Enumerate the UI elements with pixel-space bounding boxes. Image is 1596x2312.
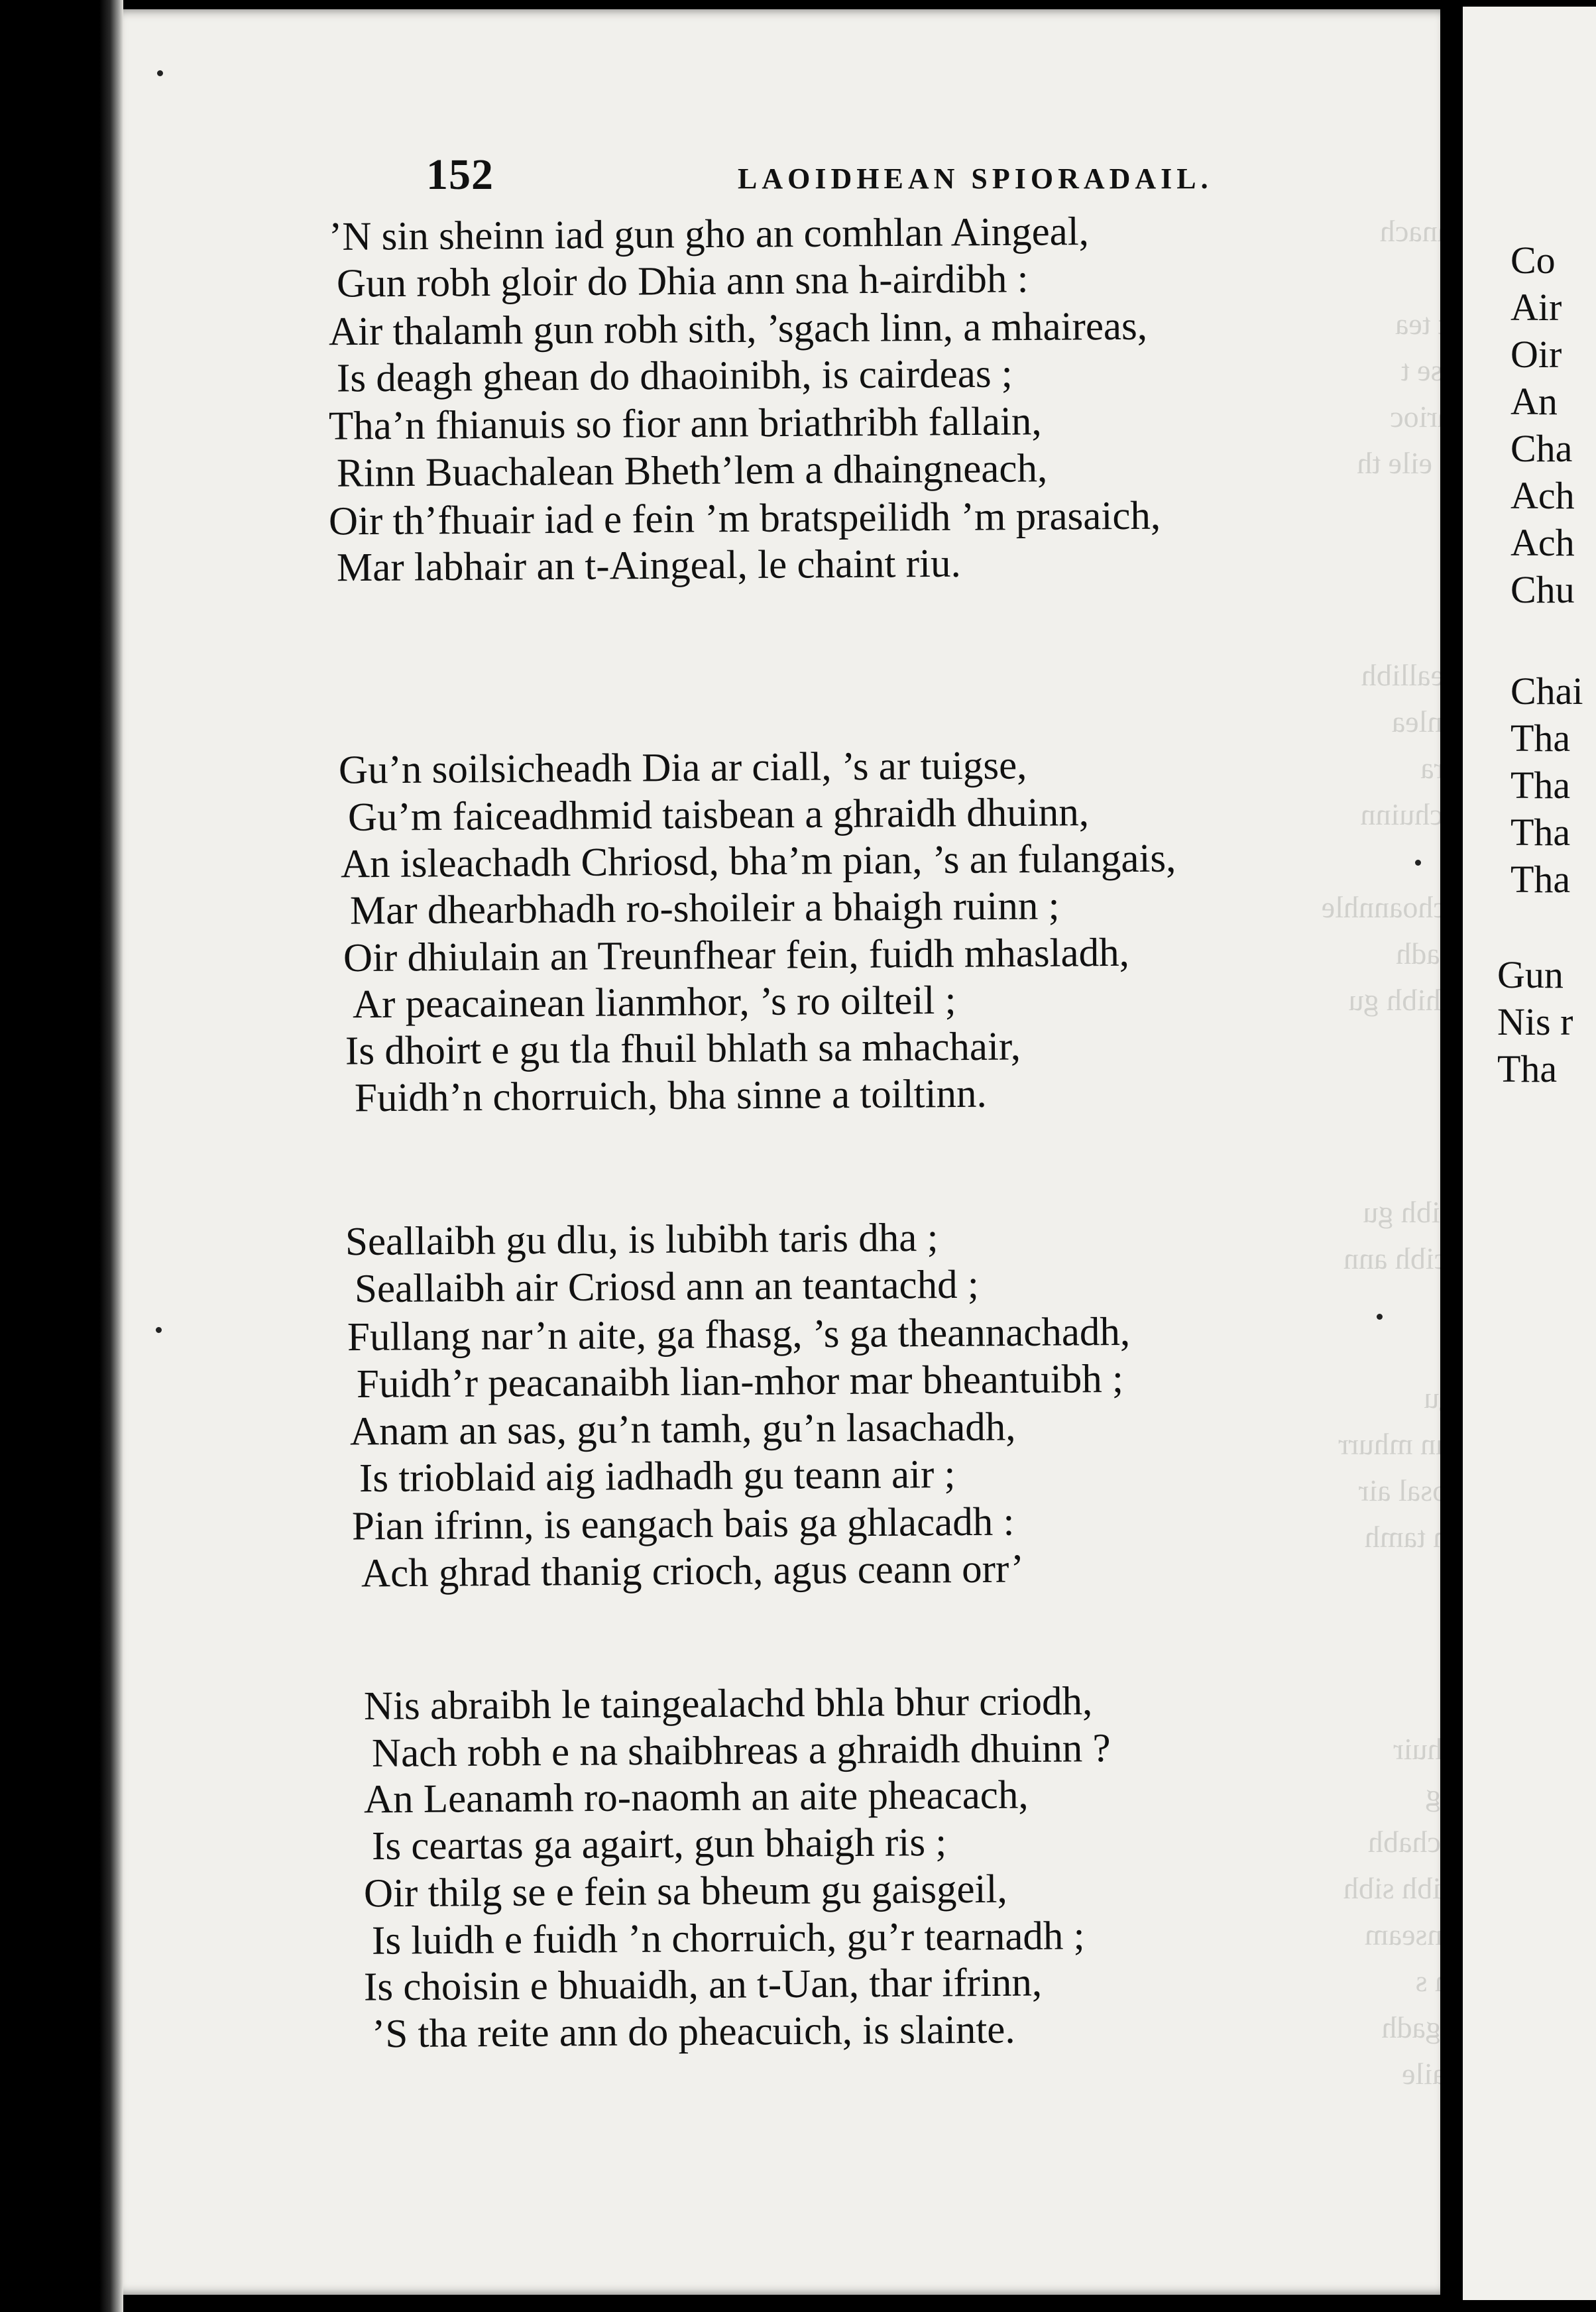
facing-page <box>1463 7 1596 2300</box>
facing-page-line: Ach <box>1510 474 1575 517</box>
verse-line: Seallaibh air Criosd ann an teantachd ; <box>354 1263 979 1312</box>
facing-page-line: Chai <box>1510 669 1583 713</box>
book-gutter <box>1440 0 1463 2312</box>
bleed-through-line: s <box>1415 1964 1428 1998</box>
bleed-through-line: ’S faicibh ann <box>1343 1242 1514 1275</box>
bleed-through-line: Is gheibh sibh <box>1343 1871 1514 1905</box>
facing-page-line: An <box>1510 380 1558 423</box>
bleed-through-line: Chum eile th <box>1357 446 1514 480</box>
bleed-through-line: grianach <box>1379 214 1485 248</box>
book-page <box>109 9 1514 2295</box>
facing-page-line: Tha <box>1510 858 1571 901</box>
verse-line: Ach ghrad thanig crioch, agus ceann orr’ <box>361 1546 1025 1596</box>
bleed-through-line: Ach iosal air <box>1358 1474 1514 1507</box>
verse-line: Is deagh ghean do dhaoinibh, is cairdeas ; <box>336 351 1013 401</box>
verse-line: ’N sin sheinn iad gun gho an comhlan Aingeal, <box>328 209 1090 260</box>
print-speck <box>1377 1314 1383 1320</box>
page-number: 152 <box>426 150 494 199</box>
print-speck <box>156 1327 162 1333</box>
facing-page-line: Cha <box>1510 427 1573 470</box>
bleed-through-line: Is teichibh gu <box>1348 983 1514 1017</box>
bleed-through-line: Ach seallibh <box>1361 658 1514 692</box>
print-speck <box>1415 860 1421 866</box>
verse-line: Fullang nar’n aite, ga fhasg, ’s ga theannachadh, <box>347 1309 1131 1359</box>
verse-line: An Leanamh ro-naomh an aite pheacach, <box>363 1772 1029 1822</box>
verse-line: Fuidh’r peacanaibh lian-mhor mar bheantuibh ; <box>356 1357 1124 1407</box>
verse-line: An isleachadh Chriosd, bha’m pian, ’s an fulangais, <box>341 837 1177 887</box>
facing-page-line: Tha <box>1510 764 1571 807</box>
verse-line: Oir th’fhuair iad e fein ’m bratspeilidh ’m prasaich, <box>328 493 1161 544</box>
bleed-through-line: gu <box>1424 1381 1455 1415</box>
bleed-through-line: ’Se gun mhurr <box>1338 1427 1514 1461</box>
bleed-through-line: chrioc <box>1390 400 1467 434</box>
bleed-through-line: tea <box>1395 307 1431 341</box>
verse-line: Is dhoirt e gu tla fhuil bhlath sa mhachair, <box>345 1024 1021 1074</box>
facing-page-line: Tha <box>1510 717 1571 760</box>
facing-page-line: Tha <box>1497 1047 1558 1090</box>
verse-line: Is luidh e fuidh ’n chorruich, gu’r tearnadh ; <box>371 1913 1085 1963</box>
bleed-through-line: t <box>1400 353 1410 387</box>
bleed-through-line: rachabh <box>1368 1825 1465 1859</box>
facing-page-line: Oir <box>1510 333 1562 376</box>
verse-line: Seallaibh gu dlu, is lubibh taris dha ; <box>345 1215 939 1265</box>
verse-line: Tha’n fhianuis so fior ann briathribh fallain, <box>328 398 1042 449</box>
facing-page-line: Nis r <box>1497 1000 1573 1043</box>
bleed-through-line: Gu n choannhle <box>1321 890 1514 924</box>
verse-line: Pian ifrinn, is eangach bais ga ghlacadh : <box>352 1499 1015 1549</box>
bleed-through-line: Ghabh tamh <box>1364 1520 1514 1554</box>
verse-line: Air thalamh gun robh sith, ’sgach linn, a mhaireas, <box>328 304 1148 355</box>
page-header <box>426 150 1460 203</box>
verse-line: Mar labhair an t-Aingeal, le chaint riu. <box>336 541 961 591</box>
verse-line: Is choisin e bhuaidh, an t-Uan, thar ifrinn, <box>363 1960 1043 2010</box>
bleed-through-line: Oir innseam <box>1364 1918 1514 1951</box>
bleed-through-line: baile <box>1402 2057 1461 2091</box>
verse-line: Gu’n soilsicheadh Dia ar ciall, ’s ar tuigse, <box>338 743 1027 793</box>
verse-line: Is trioblaid aig iadhadh gu teann air ; <box>359 1452 956 1501</box>
verse-line: Gun robh gloir do Dhia ann sna h-airdibh : <box>336 257 1029 307</box>
facing-page-line: Ach <box>1510 521 1575 564</box>
bleed-through-line: rugadh <box>1381 2010 1467 2044</box>
verse-line: Oir dhiulain an Treunfhear fein, fuidh mhasladh, <box>343 930 1129 980</box>
running-title: LAOIDHEAN SPIORADAIL. <box>738 162 1213 195</box>
facing-page-line: Tha <box>1510 811 1571 854</box>
verse-line: Anam an sas, gu’n tamh, gu’n lasachadh, <box>349 1405 1016 1454</box>
verse-line: Mar dhearbhadh ro-shoileir a bhaigh ruinn ; <box>349 884 1060 933</box>
verse-line: Gu’m faiceadhmid taisbean a ghraidh dhuinn, <box>347 789 1089 840</box>
verse-line: ’S tha reite ann do pheacuich, is slainte. <box>371 2007 1015 2057</box>
verse-line: Ar peacainean lianmhor, ’s ro oilteil ; <box>352 978 956 1027</box>
verse-line: Oir thilg se e fein sa bheum gu gaisgeil, <box>363 1867 1007 1916</box>
verse-line: Fuidh’n chorruich, bha sinne a toiltinn. <box>354 1071 988 1121</box>
verse-line: Rinn Buachalean Bheth’lem a dhaingneach, <box>336 446 1048 496</box>
verse-line: Nis abraibh le taingealachd bhla bhur criodh, <box>363 1679 1093 1729</box>
facing-page-line: Chu <box>1510 568 1575 611</box>
bleed-through-line: chuir <box>1393 1732 1456 1766</box>
facing-page-line: Co <box>1510 239 1556 282</box>
facing-page-line: Air <box>1510 286 1562 329</box>
bleed-through-line: Seallaibh gu <box>1363 1195 1514 1229</box>
verse-line: Is ceartas ga agairt, gun bhaigh ris ; <box>371 1820 947 1869</box>
print-speck <box>157 70 163 76</box>
bleed-through-line: ’S co chuinn <box>1360 797 1514 831</box>
page-binding-shadow <box>99 0 123 2312</box>
verse-line: Nach robh e na shaibhreas a ghraidh dhuinn ? <box>371 1725 1111 1776</box>
facing-page-line: Gun <box>1497 953 1564 996</box>
bleed-through-line: innlea <box>1391 705 1467 738</box>
